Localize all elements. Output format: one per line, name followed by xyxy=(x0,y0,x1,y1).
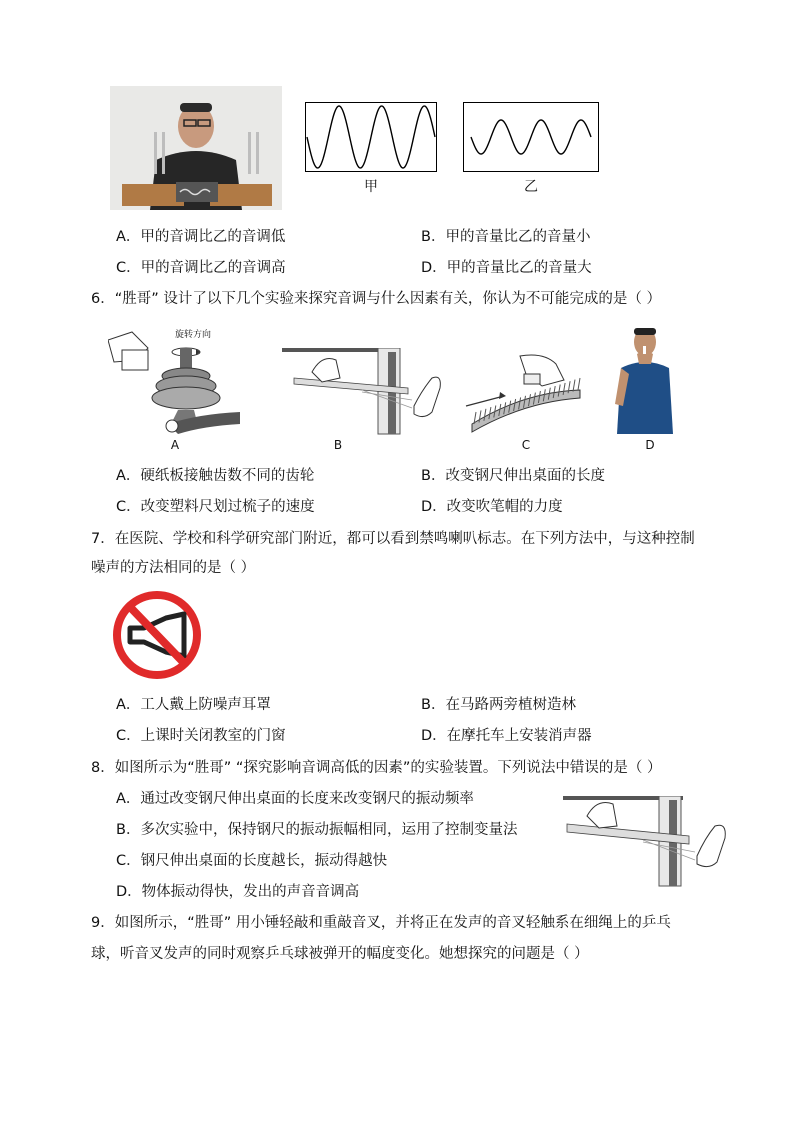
q7-stem-line2: 噪声的方法相同的是（ ） xyxy=(91,560,256,576)
fig-a-caption: 旋转方向 xyxy=(174,330,211,340)
q8-option-b: B．多次实验中，保持钢尺的振动振幅相同，运用了控制变量法 xyxy=(116,822,518,838)
waveform-jia xyxy=(305,102,437,172)
q9-stem-line1: 9．如图所示，“胜哥” 用小锤轻敲和重敲音叉，并将正在发声的音叉轻触系在细绳上的乒乓 xyxy=(91,915,671,931)
q8-option-d: D．物体振动得快，发出的声音音调高 xyxy=(116,884,360,900)
q7-option-c: C．上课时关闭教室的门窗 xyxy=(116,728,286,744)
q6-option-b: B．改变钢尺伸出桌面的长度 xyxy=(421,468,605,484)
q6-stem: 6．“胜哥” 设计了以下几个实验来探究音调与什么因素有关，你认为不可能完成的是（ ） xyxy=(91,291,661,307)
q5-option-b: B．甲的音量比乙的音量小 xyxy=(421,229,591,245)
q7-stem-line1: 7．在医院、学校和科学研究部门附近，都可以看到禁鸣喇叭标志。在下列方法中，与这种控制 xyxy=(91,531,695,547)
waveform-yi xyxy=(463,102,599,172)
fig-label-a: A xyxy=(170,438,180,452)
fig-comb xyxy=(464,352,584,436)
fig-label-c: C xyxy=(521,438,531,452)
q7-option-d: D．在摩托车上安装消声器 xyxy=(421,728,592,744)
photo-blowing-pen-cap xyxy=(609,324,681,434)
q8-stem: 8．如图所示为“胜哥” “探究影响音调高低的因素”的实验装置。下列说法中错误的是（ ） xyxy=(91,760,662,776)
q9-stem-line2: 球，听音叉发声的同时观察乒乓球被弹开的幅度变化。她想探究的问题是（ ） xyxy=(91,946,589,962)
fig-ruler-table xyxy=(282,348,452,436)
fig-label-d: D xyxy=(645,438,655,452)
q7-option-b: B．在马路两旁植树造林 xyxy=(421,697,576,713)
no-horn-sign-icon xyxy=(110,590,204,680)
fig-ruler-table-q8 xyxy=(563,796,733,888)
q8-option-c: C．钢尺伸出桌面的长度越长，振动得越快 xyxy=(116,853,388,869)
q5-option-c: C．甲的音调比乙的音调高 xyxy=(116,260,286,276)
photo-tuning-fork-teacher xyxy=(110,86,282,210)
q6-option-a: A．硬纸板接触齿数不同的齿轮 xyxy=(116,468,315,484)
q8-option-a: A．通过改变钢尺伸出桌面的长度来改变钢尺的振动频率 xyxy=(116,791,474,807)
wave-label-yi: 乙 xyxy=(524,179,538,195)
fig-gears xyxy=(108,326,246,438)
q5-option-a: A．甲的音调比乙的音调低 xyxy=(116,229,286,245)
q5-option-d: D．甲的音量比乙的音量大 xyxy=(421,260,592,276)
q6-option-c: C．改变塑料尺划过梳子的速度 xyxy=(116,499,315,515)
wave-label-jia: 甲 xyxy=(364,179,378,195)
fig-label-b: B xyxy=(333,438,343,452)
q6-option-d: D．改变吹笔帽的力度 xyxy=(421,499,563,515)
q7-option-a: A．工人戴上防噪声耳罩 xyxy=(116,697,271,713)
